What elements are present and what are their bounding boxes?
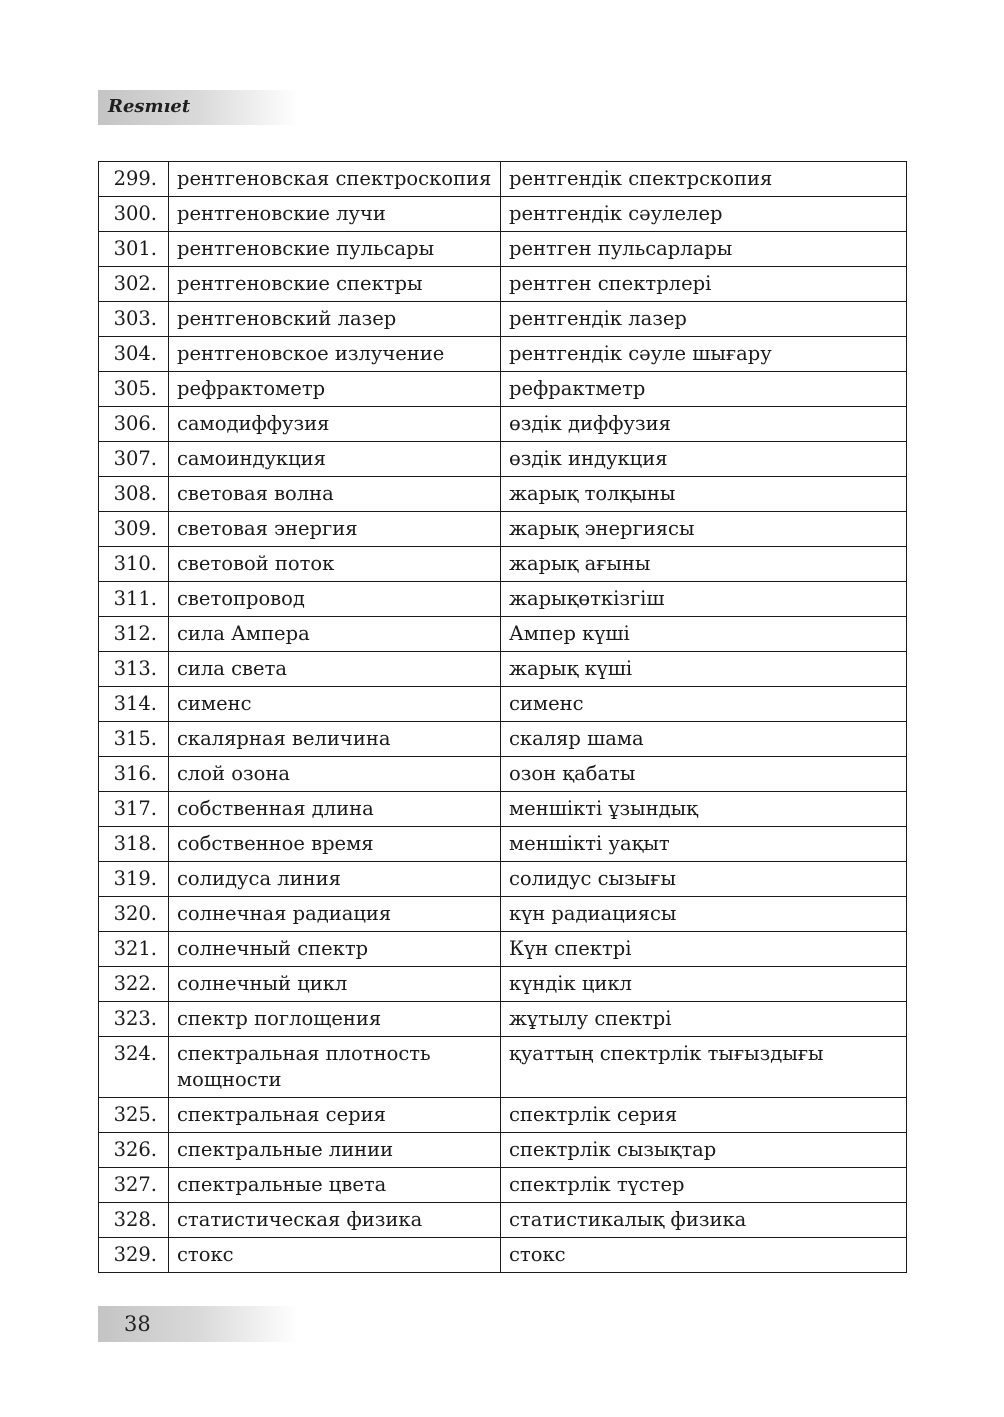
term-russian: слой озона [169, 757, 501, 792]
term-russian: рентгеновская спектроскопия [169, 162, 501, 197]
term-kazakh: спектрлік түстер [501, 1168, 907, 1203]
table-row [99, 512, 907, 547]
term-kazakh: қуаттың спектрлік тығыздығы [501, 1037, 907, 1098]
term-kazakh: солидус сызығы [501, 862, 907, 897]
term-kazakh: сименс [501, 687, 907, 722]
table-row [99, 477, 907, 512]
term-russian: солнечная радиация [169, 897, 501, 932]
page-footer [98, 1306, 298, 1342]
term-kazakh: өздік диффузия [501, 407, 907, 442]
term-kazakh: рентгендік лазер [501, 302, 907, 337]
page-number: 38 [124, 1312, 151, 1336]
term-kazakh: рентген спектрлері [501, 267, 907, 302]
row-number: 329. [99, 1238, 169, 1273]
table-row [99, 582, 907, 617]
table-row [99, 162, 907, 197]
term-russian: рентгеновское излучение [169, 337, 501, 372]
term-russian: светопровод [169, 582, 501, 617]
table-row [99, 862, 907, 897]
term-kazakh: рентгендік сәулелер [501, 197, 907, 232]
term-kazakh: Ампер күші [501, 617, 907, 652]
row-number: 300. [99, 197, 169, 232]
term-russian: световая энергия [169, 512, 501, 547]
term-kazakh: күн радиациясы [501, 897, 907, 932]
table-row [99, 302, 907, 337]
table-row [99, 1098, 907, 1133]
term-russian: солнечный цикл [169, 967, 501, 1002]
table-row [99, 1002, 907, 1037]
table-row [99, 897, 907, 932]
term-russian: самодиффузия [169, 407, 501, 442]
row-number: 315. [99, 722, 169, 757]
term-kazakh: меншікті уақыт [501, 827, 907, 862]
table-row [99, 792, 907, 827]
table-row [99, 1203, 907, 1238]
term-kazakh: рентгендік спектрскопия [501, 162, 907, 197]
term-russian: рентгеновские пульсары [169, 232, 501, 267]
table-row [99, 687, 907, 722]
term-russian: спектральная серия [169, 1098, 501, 1133]
term-kazakh: скаляр шама [501, 722, 907, 757]
term-russian: стокс [169, 1238, 501, 1273]
row-number: 299. [99, 162, 169, 197]
table-row [99, 1238, 907, 1273]
row-number: 323. [99, 1002, 169, 1037]
term-kazakh: күндік цикл [501, 967, 907, 1002]
table-row [99, 197, 907, 232]
term-russian: спектральные цвета [169, 1168, 501, 1203]
row-number: 328. [99, 1203, 169, 1238]
term-kazakh: жұтылу спектрі [501, 1002, 907, 1037]
row-number: 305. [99, 372, 169, 407]
table-row [99, 827, 907, 862]
term-russian: рентгеновские лучи [169, 197, 501, 232]
row-number: 321. [99, 932, 169, 967]
row-number: 311. [99, 582, 169, 617]
term-kazakh: меншікті ұзындық [501, 792, 907, 827]
term-russian: рефрактометр [169, 372, 501, 407]
term-russian: рентгеновский лазер [169, 302, 501, 337]
running-header [98, 90, 298, 125]
term-kazakh: рентгендік сәуле шығару [501, 337, 907, 372]
row-number: 306. [99, 407, 169, 442]
term-russian: сименс [169, 687, 501, 722]
table-row [99, 652, 907, 687]
row-number: 308. [99, 477, 169, 512]
row-number: 316. [99, 757, 169, 792]
table-row [99, 722, 907, 757]
term-kazakh: Күн спектрі [501, 932, 907, 967]
term-russian: собственная длина [169, 792, 501, 827]
term-kazakh: жарық энергиясы [501, 512, 907, 547]
glossary-table-body [99, 162, 907, 1273]
term-russian: солнечный спектр [169, 932, 501, 967]
term-kazakh: озон қабаты [501, 757, 907, 792]
row-number: 312. [99, 617, 169, 652]
table-row [99, 442, 907, 477]
term-kazakh: жарықөткізгіш [501, 582, 907, 617]
term-russian: скалярная величина [169, 722, 501, 757]
row-number: 310. [99, 547, 169, 582]
term-russian: статистическая физика [169, 1203, 501, 1238]
row-number: 307. [99, 442, 169, 477]
term-kazakh: жарық ағыны [501, 547, 907, 582]
term-kazakh: стокс [501, 1238, 907, 1273]
table-row [99, 372, 907, 407]
term-russian: собственное время [169, 827, 501, 862]
table-row [99, 967, 907, 1002]
row-number: 301. [99, 232, 169, 267]
term-russian: световой поток [169, 547, 501, 582]
term-russian: рентгеновские спектры [169, 267, 501, 302]
table-row [99, 232, 907, 267]
table-row [99, 617, 907, 652]
table-row [99, 407, 907, 442]
table-row [99, 1133, 907, 1168]
term-russian: спектральные линии [169, 1133, 501, 1168]
table-row [99, 267, 907, 302]
table-row [99, 757, 907, 792]
table-row [99, 337, 907, 372]
table-row [99, 547, 907, 582]
row-number: 325. [99, 1098, 169, 1133]
row-number: 326. [99, 1133, 169, 1168]
term-kazakh: рентген пульсарлары [501, 232, 907, 267]
term-russian: спектр поглощения [169, 1002, 501, 1037]
row-number: 324. [99, 1037, 169, 1098]
row-number: 304. [99, 337, 169, 372]
term-russian: световая волна [169, 477, 501, 512]
term-russian: солидуса линия [169, 862, 501, 897]
term-kazakh: спектрлік сызықтар [501, 1133, 907, 1168]
term-russian: самоиндукция [169, 442, 501, 477]
row-number: 314. [99, 687, 169, 722]
row-number: 317. [99, 792, 169, 827]
term-russian: сила Ампера [169, 617, 501, 652]
term-russian: спектральная плотность мощности [169, 1037, 501, 1098]
table-row [99, 1168, 907, 1203]
term-kazakh: өздік индукция [501, 442, 907, 477]
term-kazakh: рефрактметр [501, 372, 907, 407]
glossary-table [98, 161, 907, 1273]
term-kazakh: жарық күші [501, 652, 907, 687]
running-header-title: Resmıet [108, 96, 191, 117]
row-number: 319. [99, 862, 169, 897]
row-number: 320. [99, 897, 169, 932]
term-kazakh: спектрлік серия [501, 1098, 907, 1133]
term-kazakh: жарық толқыны [501, 477, 907, 512]
table-row [99, 1037, 907, 1098]
row-number: 313. [99, 652, 169, 687]
term-kazakh: статистикалық физика [501, 1203, 907, 1238]
row-number: 318. [99, 827, 169, 862]
table-row [99, 932, 907, 967]
row-number: 322. [99, 967, 169, 1002]
row-number: 303. [99, 302, 169, 337]
row-number: 302. [99, 267, 169, 302]
row-number: 309. [99, 512, 169, 547]
term-russian: сила света [169, 652, 501, 687]
row-number: 327. [99, 1168, 169, 1203]
